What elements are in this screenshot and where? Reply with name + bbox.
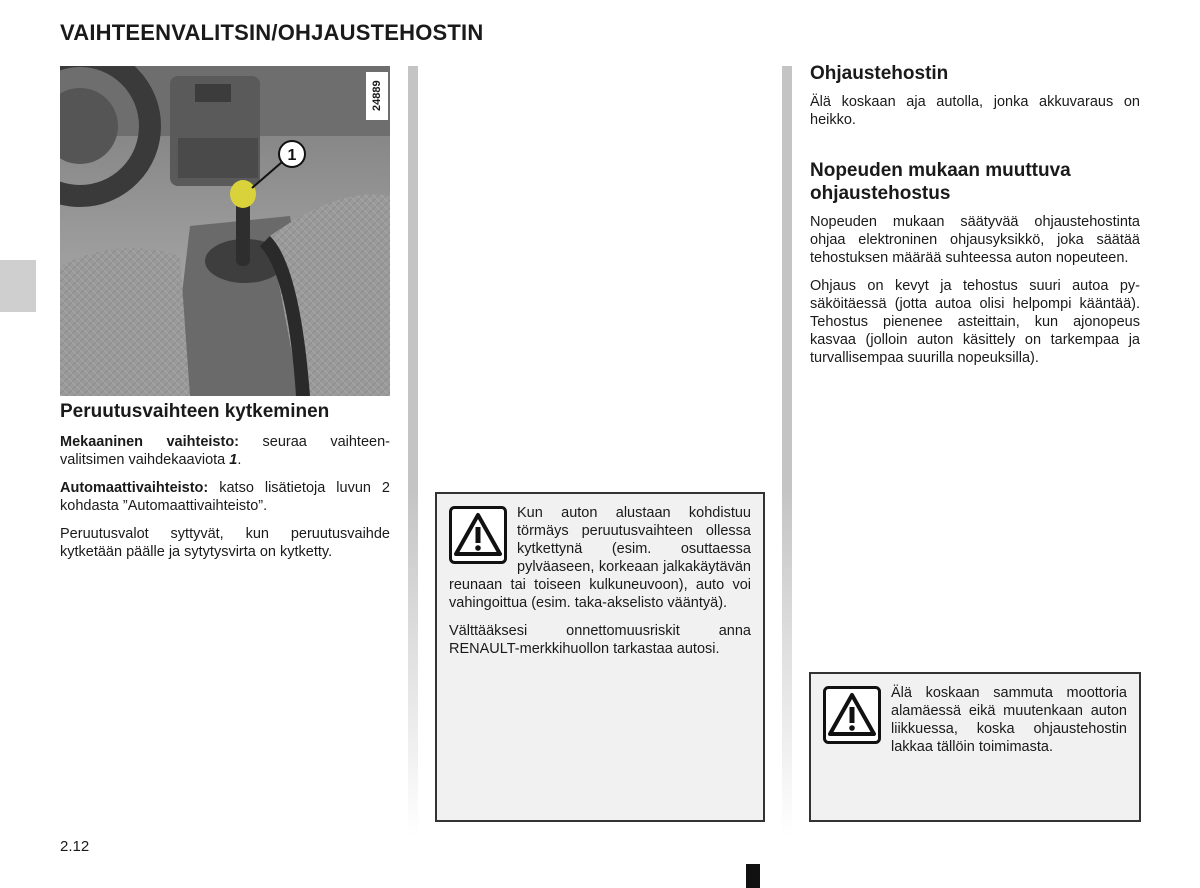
warning-triangle-icon [823,686,881,744]
collision-warning-text: Kun auton alustaan kohdistuu törmäys peruutusvaihteen ollessa kytkettynä (esim. osuttaessa pylväaseen, korkeaan jalkakäytävän reunaan tai toiseen kulkuneuvoon), auto voi vahingoittua (esim. taka-akselisto vääntyä). [449,505,751,611]
callout-ref: 1 [229,452,238,468]
reverse-gear-heading: Peruutusvaihteen kytkeminen [60,401,330,422]
figure-code: 24889 [366,72,388,120]
right-column [810,62,1140,377]
chapter-tab [0,260,36,312]
engine-off-warning-text: Älä koskaan sammuta moottoria alamäessä eikä muutenkaan auton liikkuessa, koska ohjaustehostin lakkaa tällöin toimimasta. [891,685,1127,755]
sentence-end: . [237,452,242,468]
page-number: 2.12 [60,838,90,855]
manual-gearbox-paragraph [60,433,390,469]
automatic-gearbox-label: Automaattivaihteisto: [60,480,209,496]
manual-gearbox-text: seuraa vaihteenvalitsimen vaihdekaaviota [60,434,391,468]
page-title: VAIHTEENVALITSIN/OHJAUSTEHOSTIN [60,20,484,45]
gear-lever-illustration [60,66,390,396]
control-unit-paragraph: Nopeuden mukaan säätyvää ohjaustehostinta ohjaa elektroninen ohjausyksikkö, joka säätää tehostuksen määrää suhteessa auton nopeuteen. [810,214,1140,266]
warning-triangle-icon [449,506,507,564]
collision-warning-box [435,492,765,822]
automatic-gearbox-paragraph [60,479,390,515]
manual-gearbox-label: Mekaaninen vaihteisto: [60,434,240,450]
gear-lever-photo [60,66,390,396]
engine-off-warning-box [809,672,1141,822]
speed-sensitive-steering-heading: Nopeuden mukaan muuttuva ohjaustehostus [810,160,1071,204]
left-column [60,400,390,571]
battery-paragraph: Älä koskaan aja autolla, jonka akkuvaraus on heikko. [810,94,1140,128]
automatic-gearbox-text: katso lisätietoja luvun 2 kohdasta ”Automaattivaihteisto”. [60,480,390,514]
column-divider [782,66,792,836]
page-marker [746,864,760,888]
power-steering-heading: Ohjaustehostin [810,63,949,84]
callout-number: 1 [287,147,297,164]
reversing-lights-paragraph: Peruutusvalot syttyvät, kun peruutusvaihde kytketään päälle ja sytytysvirta on kytketty. [60,526,390,560]
steering-assist-paragraph: Ohjaus on kevyt ja tehostus suuri autoa pysäköitäessä (jotta autoa olisi helpompi kääntää). Tehostus pienenee asteittain, kun ajonopeus kasvaa (jolloin auton käsittely on tarkempaa ja turvallisempaa suurilla nopeuksilla). [810,278,1140,366]
column-divider [408,66,418,836]
dealer-check-text: Välttääksesi onnettomuusriskit anna RENAULT-merkkihuollon tarkastaa autosi. [449,623,751,657]
